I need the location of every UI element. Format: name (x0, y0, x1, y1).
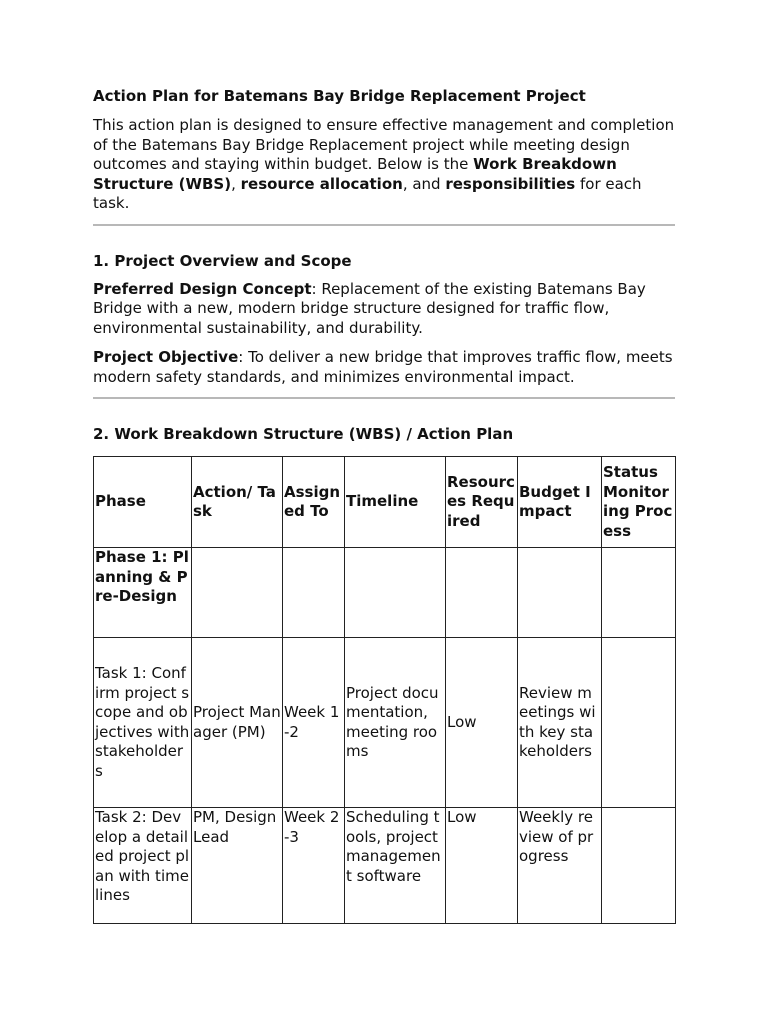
design-concept-label: Preferred Design Concept (93, 279, 312, 298)
table-cell: Week 1-2 (283, 638, 345, 808)
document-title: Action Plan for Batemans Bay Bridge Replacement Project (93, 87, 586, 105)
wbs-table (93, 456, 676, 924)
header-cell: Action/ Task (192, 457, 283, 548)
table-cell: Low (446, 638, 518, 808)
table-cell (446, 548, 518, 638)
table-cell: Weekly review of progress (518, 808, 602, 924)
section-2-heading: 2. Work Breakdown Structure (WBS) / Action Plan (93, 425, 514, 443)
header-cell: Assigned To (283, 457, 345, 548)
table-cell (345, 548, 446, 638)
project-objective-text: : To deliver a new bridge that improves traffic flow, meets modern safety standards, and minimizes environmental impact. (93, 348, 673, 386)
intro-paragraph (93, 116, 675, 214)
intro-text-2: , (231, 174, 241, 193)
design-concept-paragraph (93, 280, 675, 339)
intro-bold-wbs: Work Breakdown Structure (WBS) (93, 155, 617, 193)
header-cell: Status Monitoring Process (602, 457, 676, 548)
phase-label-cell: Phase 1: Planning & Pre-Design (94, 548, 192, 638)
table-header-row (94, 457, 676, 548)
table-cell: Low (446, 808, 518, 924)
section-1-heading: 1. Project Overview and Scope (93, 251, 352, 270)
project-objective-paragraph (93, 348, 675, 387)
table-cell (602, 808, 676, 924)
table-cell: Review meetings with key stakeholders (518, 638, 602, 808)
table-cell: Task 1: Confirm project scope and objectives with stakeholders (94, 638, 192, 808)
table-cell: Scheduling tools, project management software (345, 808, 446, 924)
intro-text-4: for each task. (93, 174, 642, 212)
design-concept-text: : Replacement of the existing Batemans Bay Bridge with a new, modern bridge structure designed for traffic flow, environmental sustainability, and durability. (93, 279, 646, 337)
section-divider (93, 397, 675, 399)
table-row-phase-1 (94, 548, 676, 638)
section-divider (93, 224, 675, 226)
header-cell: Resources Required (446, 457, 518, 548)
header-cell: Phase (94, 457, 192, 548)
table-row (94, 808, 676, 924)
table-cell (518, 548, 602, 638)
table-cell (602, 548, 676, 638)
intro-text-1: This action plan is designed to ensure effective management and completion of the Batemans Bay Bridge Replacement project while meeting design outcomes and staying within budget. Below is the (93, 116, 675, 173)
project-objective-label: Project Objective (93, 348, 239, 366)
table-cell: Project documentation, meeting rooms (345, 638, 446, 808)
table-cell (283, 548, 345, 638)
table-cell: Week 2-3 (283, 808, 345, 924)
table-cell (602, 638, 676, 808)
table-cell: PM, Design Lead (192, 808, 283, 924)
table-cell (192, 548, 283, 638)
document-page (93, 86, 675, 924)
intro-bold-responsibilities: responsibilities (445, 174, 576, 193)
table-row (94, 638, 676, 808)
table-cell: Project Manager (PM) (192, 638, 283, 808)
header-cell: Timeline (345, 457, 446, 548)
header-cell: Budget Impact (518, 457, 602, 548)
intro-text-3: , and (402, 174, 446, 193)
table-cell: Task 2: Develop a detailed project plan with timelines (94, 808, 192, 924)
intro-bold-resource-allocation: resource allocation (240, 174, 403, 193)
